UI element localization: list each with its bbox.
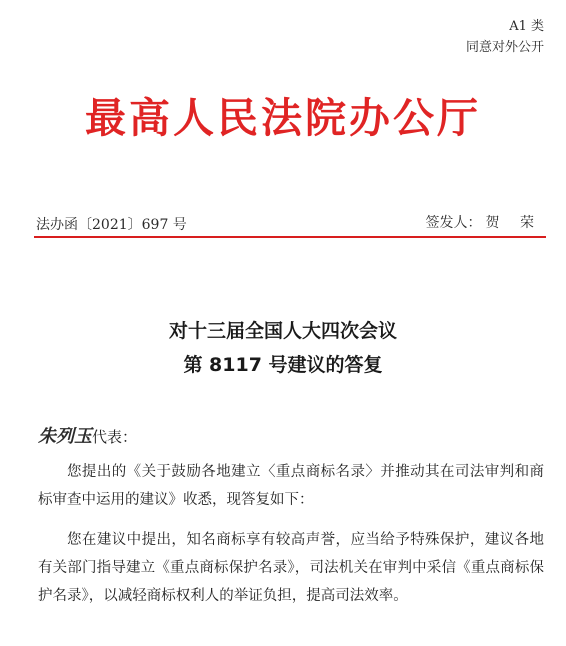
addressee-suffix: 代表： [92,428,138,446]
letterhead-agency-title: 最高人民法院办公厅 [85,94,481,142]
document-number: 法办函〔2021〕697 号 [36,217,187,233]
signer-line [426,212,542,232]
classification-mark [466,16,544,58]
signer-name: 贺 荣 [485,215,542,231]
document-title-line-2: 第 8117 号建议的答复 [183,354,383,376]
category-label: A1 类 [509,19,544,34]
letterhead-red-rule [34,236,546,238]
body-paragraph: 您在建议中提出，知名商标享有较高声誉，应当给予特殊保护，建议各地有关部门指导建立《重点商标保护名录》，司法机关在审判中采信《重点商标保护名录》，以减轻商标权利人的举证负担，提高司法效率。 [38,532,544,604]
addressee-name: 朱列玉 [38,426,92,447]
salutation [38,426,137,448]
signer-label: 签发人： [425,215,482,231]
body-paragraph: 您提出的《关于鼓励各地建立〈重点商标名录〉并推动其在司法审判和商标审查中运用的建议》收悉，现答复如下： [38,464,544,508]
document-title-line-1: 对十三届全国人大四次会议 [168,320,397,342]
disclosure-label: 同意对外公开 [465,40,544,55]
